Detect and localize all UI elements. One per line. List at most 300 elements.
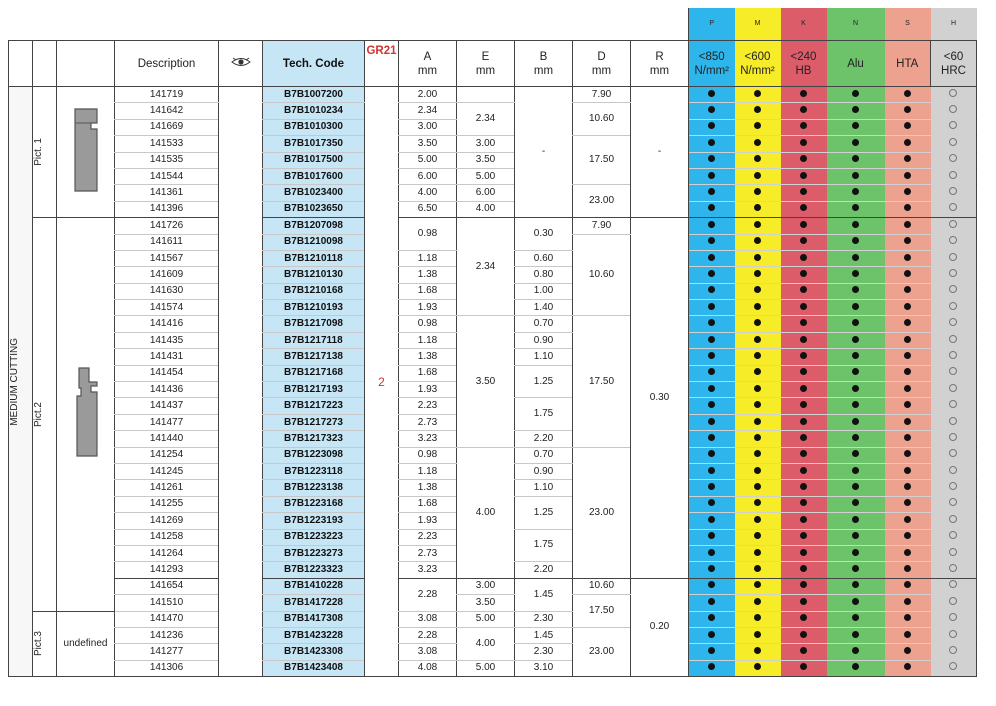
A-cell: 0.98 (399, 447, 457, 463)
material-K-cell (781, 562, 827, 578)
material-H-cell (931, 382, 977, 398)
E-cell: 4.00 (457, 447, 515, 578)
B-cell: 0.70 (515, 447, 573, 463)
material-S-cell (885, 119, 931, 135)
compat-dot-icon (852, 106, 859, 113)
tech-code-cell: B7B1217138 (263, 349, 365, 365)
material-code-row (9, 8, 977, 41)
E-cell: 6.00 (457, 185, 515, 201)
description-cell: 141642 (115, 103, 219, 119)
material-H-cell (931, 513, 977, 529)
material-S-cell (885, 545, 931, 561)
description-cell: 141269 (115, 513, 219, 529)
description-cell: 141719 (115, 87, 219, 103)
compat-ring-icon (949, 253, 957, 261)
E-cell: 5.00 (457, 168, 515, 184)
material-S-cell (885, 365, 931, 381)
tech-code-cell: B7B1217118 (263, 332, 365, 348)
D-cell: 17.50 (573, 595, 631, 628)
material-M-cell (735, 529, 781, 545)
compat-dot-icon (708, 336, 715, 343)
compat-dot-icon (754, 385, 761, 392)
material-H-cell (931, 365, 977, 381)
compat-dot-icon (904, 631, 911, 638)
material-P-cell (689, 463, 735, 479)
compat-dot-icon (754, 319, 761, 326)
material-M-cell (735, 431, 781, 447)
material-K-cell (781, 136, 827, 152)
tech-code-cell: B7B1223168 (263, 496, 365, 512)
compat-dot-icon (708, 286, 715, 293)
table-row (9, 168, 977, 184)
compat-dot-icon (904, 336, 911, 343)
D-cell: 7.90 (573, 218, 631, 234)
material-H-cell (931, 545, 977, 561)
compat-dot-icon (708, 221, 715, 228)
material-P-cell (689, 283, 735, 299)
description-cell: 141431 (115, 349, 219, 365)
E-cell: 3.50 (457, 595, 515, 611)
material-P-cell (689, 152, 735, 168)
compat-dot-icon (800, 319, 807, 326)
compat-ring-icon (949, 646, 957, 654)
material-H-cell (931, 234, 977, 250)
material-N-cell (827, 283, 885, 299)
compat-dot-icon (800, 581, 807, 588)
tech-code-cell: B7B1007200 (263, 87, 365, 103)
material-M-cell (735, 250, 781, 266)
compat-dot-icon (852, 467, 859, 474)
tech-code-cell: B7B1223193 (263, 513, 365, 529)
tech-code-cell: B7B1423408 (263, 660, 365, 676)
material-N-cell (827, 463, 885, 479)
compat-ring-icon (949, 121, 957, 129)
table-row (9, 578, 977, 594)
compat-dot-icon (708, 122, 715, 129)
material-N-cell (827, 316, 885, 332)
compat-ring-icon (949, 89, 957, 97)
compat-dot-icon (708, 401, 715, 408)
material-K-cell (781, 283, 827, 299)
A-cell: 1.18 (399, 463, 457, 479)
description-cell: 141533 (115, 136, 219, 152)
compat-dot-icon (708, 499, 715, 506)
compat-dot-icon (800, 614, 807, 621)
description-cell: 141361 (115, 185, 219, 201)
compat-dot-icon (708, 188, 715, 195)
compat-ring-icon (949, 187, 957, 195)
material-S-cell (885, 660, 931, 676)
compat-dot-icon (852, 352, 859, 359)
material-S-cell (885, 316, 931, 332)
material-S-cell (885, 218, 931, 234)
material-N-cell (827, 234, 885, 250)
compat-dot-icon (904, 319, 911, 326)
compat-dot-icon (852, 647, 859, 654)
material-H-cell (931, 431, 977, 447)
compat-ring-icon (949, 466, 957, 474)
compat-dot-icon (904, 516, 911, 523)
compat-dot-icon (708, 565, 715, 572)
compat-dot-icon (852, 499, 859, 506)
compat-dot-icon (904, 352, 911, 359)
material-H-cell (931, 267, 977, 283)
compat-ring-icon (949, 318, 957, 326)
material-N-cell (827, 300, 885, 316)
D-cell: 10.60 (573, 578, 631, 594)
material-P-cell (689, 611, 735, 627)
A-cell: 2.73 (399, 414, 457, 430)
compat-dot-icon (754, 581, 761, 588)
material-K-cell (781, 382, 827, 398)
D-cell: 23.00 (573, 627, 631, 676)
compat-dot-icon (800, 204, 807, 211)
compat-dot-icon (852, 565, 859, 572)
compat-dot-icon (708, 90, 715, 97)
compat-dot-icon (754, 368, 761, 375)
material-H-cell (931, 283, 977, 299)
material-H-cell (931, 611, 977, 627)
material-S-cell (885, 529, 931, 545)
description-cell: 141654 (115, 578, 219, 594)
picture-group-label: Pict.3 (33, 611, 57, 677)
material-K-cell (781, 152, 827, 168)
A-cell: 3.23 (399, 431, 457, 447)
description-cell: 141293 (115, 562, 219, 578)
material-K-cell (781, 545, 827, 561)
table-row (9, 103, 977, 119)
A-cell: 6.50 (399, 201, 457, 217)
compat-ring-icon (949, 630, 957, 638)
compat-dot-icon (800, 516, 807, 523)
material-S-cell (885, 300, 931, 316)
compat-dot-icon (852, 483, 859, 490)
insert-picture (57, 218, 115, 611)
material-H-cell (931, 349, 977, 365)
B-cell: 0.80 (515, 267, 573, 283)
compat-dot-icon (800, 106, 807, 113)
compat-dot-icon (852, 122, 859, 129)
compat-dot-icon (800, 483, 807, 490)
compat-dot-icon (852, 155, 859, 162)
material-S-cell (885, 611, 931, 627)
D-cell: 10.60 (573, 103, 631, 136)
material-N-cell (827, 480, 885, 496)
compat-ring-icon (949, 335, 957, 343)
compat-dot-icon (904, 549, 911, 556)
material-P-cell (689, 316, 735, 332)
compat-ring-icon (949, 302, 957, 310)
compat-dot-icon (708, 598, 715, 605)
compat-ring-icon (949, 498, 957, 506)
material-K-cell (781, 578, 827, 594)
A-cell: 3.50 (399, 136, 457, 152)
A-cell: 1.93 (399, 300, 457, 316)
material-code-P: P (689, 8, 735, 41)
compat-dot-icon (800, 434, 807, 441)
material-K-cell (781, 349, 827, 365)
compat-dot-icon (852, 286, 859, 293)
material-M-cell (735, 218, 781, 234)
material-M-cell (735, 316, 781, 332)
compat-dot-icon (800, 450, 807, 457)
A-cell: 2.23 (399, 398, 457, 414)
tech-code-cell: B7B1423308 (263, 644, 365, 660)
B-cell: 1.00 (515, 283, 573, 299)
material-P-cell (689, 496, 735, 512)
material-M-cell (735, 103, 781, 119)
A-cell: 0.98 (399, 316, 457, 332)
compat-dot-icon (904, 368, 911, 375)
compat-ring-icon (949, 400, 957, 408)
material-P-cell (689, 431, 735, 447)
material-code-K: K (781, 8, 827, 41)
compat-dot-icon (800, 122, 807, 129)
material-P-cell (689, 480, 735, 496)
material-H-cell (931, 332, 977, 348)
compat-dot-icon (708, 172, 715, 179)
A-cell: 3.00 (399, 119, 457, 135)
compat-dot-icon (754, 139, 761, 146)
table-row (9, 87, 977, 103)
tech-code-cell: B7B1010234 (263, 103, 365, 119)
material-M-cell (735, 349, 781, 365)
grade-value: 2 (365, 87, 399, 677)
compat-dot-icon (852, 270, 859, 277)
compat-ring-icon (949, 515, 957, 523)
description-cell: 141440 (115, 431, 219, 447)
compat-dot-icon (852, 254, 859, 261)
compat-dot-icon (904, 254, 911, 261)
compat-dot-icon (800, 336, 807, 343)
table-row (9, 627, 977, 643)
material-S-cell (885, 250, 931, 266)
compat-dot-icon (754, 204, 761, 211)
A-header: A mm (399, 41, 457, 87)
tech-code-cell: B7B1210098 (263, 234, 365, 250)
compat-dot-icon (754, 90, 761, 97)
B-cell: 2.20 (515, 562, 573, 578)
material-P-cell (689, 234, 735, 250)
material-S-cell (885, 431, 931, 447)
material-K-cell (781, 611, 827, 627)
description-cell: 141436 (115, 382, 219, 398)
material-K-cell (781, 627, 827, 643)
material-H-cell (931, 414, 977, 430)
compat-dot-icon (852, 221, 859, 228)
E-cell: 3.00 (457, 136, 515, 152)
material-M-cell (735, 627, 781, 643)
compat-dot-icon (708, 631, 715, 638)
B-cell: 1.45 (515, 627, 573, 643)
material-K-cell (781, 463, 827, 479)
material-N-cell (827, 496, 885, 512)
compat-ring-icon (949, 351, 957, 359)
picture-group-label: Pict.2 (33, 218, 57, 611)
material-P-cell (689, 644, 735, 660)
material-S-cell (885, 185, 931, 201)
description-cell: 141236 (115, 627, 219, 643)
tech-code-cell: B7B1223323 (263, 562, 365, 578)
compat-dot-icon (852, 204, 859, 211)
compat-dot-icon (708, 418, 715, 425)
B-cell: 1.10 (515, 349, 573, 365)
compat-dot-icon (852, 631, 859, 638)
compat-dot-icon (904, 188, 911, 195)
material-S-cell (885, 267, 931, 283)
material-M-cell (735, 332, 781, 348)
tooling-table (8, 8, 977, 677)
compat-dot-icon (852, 303, 859, 310)
material-K-cell (781, 119, 827, 135)
description-header: Description (115, 41, 219, 87)
table-row (9, 136, 977, 152)
material-M-cell (735, 660, 781, 676)
tech-code-cell: B7B1417228 (263, 595, 365, 611)
material-P-cell (689, 250, 735, 266)
material-H-cell (931, 660, 977, 676)
compat-dot-icon (754, 549, 761, 556)
compat-dot-icon (708, 303, 715, 310)
material-K-cell (781, 332, 827, 348)
material-H-cell (931, 87, 977, 103)
material-K-cell (781, 480, 827, 496)
compat-dot-icon (852, 188, 859, 195)
compat-dot-icon (754, 598, 761, 605)
compat-dot-icon (708, 106, 715, 113)
description-cell: 141306 (115, 660, 219, 676)
compat-dot-icon (904, 303, 911, 310)
compat-ring-icon (949, 285, 957, 293)
material-N-cell (827, 660, 885, 676)
A-cell: 3.08 (399, 611, 457, 627)
table-row (9, 185, 977, 201)
material-K-cell (781, 250, 827, 266)
material-K-cell (781, 398, 827, 414)
material-S-cell (885, 480, 931, 496)
material-M-cell (735, 447, 781, 463)
compat-dot-icon (852, 581, 859, 588)
compat-dot-icon (800, 221, 807, 228)
A-cell: 1.18 (399, 332, 457, 348)
material-N-cell (827, 152, 885, 168)
compat-dot-icon (852, 663, 859, 670)
A-cell: 3.08 (399, 644, 457, 660)
compat-dot-icon (904, 598, 911, 605)
material-K-cell (781, 234, 827, 250)
B-cell: 0.60 (515, 250, 573, 266)
compat-dot-icon (800, 139, 807, 146)
material-K-cell (781, 316, 827, 332)
material-N-cell (827, 382, 885, 398)
description-cell: 141609 (115, 267, 219, 283)
material-K-header: <240 HB (781, 41, 827, 87)
material-H-cell (931, 529, 977, 545)
material-S-cell (885, 168, 931, 184)
A-cell: 2.23 (399, 529, 457, 545)
compat-dot-icon (852, 139, 859, 146)
compat-dot-icon (800, 631, 807, 638)
compat-dot-icon (708, 270, 715, 277)
compat-dot-icon (754, 631, 761, 638)
compat-ring-icon (949, 154, 957, 162)
compat-dot-icon (904, 434, 911, 441)
description-cell: 141470 (115, 611, 219, 627)
D-cell: 23.00 (573, 185, 631, 218)
compat-ring-icon (949, 531, 957, 539)
compat-dot-icon (754, 418, 761, 425)
compat-dot-icon (800, 172, 807, 179)
tech-code-cell: B7B1207098 (263, 218, 365, 234)
table-row (9, 611, 977, 627)
material-K-cell (781, 218, 827, 234)
material-M-cell (735, 463, 781, 479)
tech-code-cell: B7B1417308 (263, 611, 365, 627)
material-K-cell (781, 300, 827, 316)
material-P-cell (689, 168, 735, 184)
compat-dot-icon (904, 467, 911, 474)
material-M-cell (735, 480, 781, 496)
material-K-cell (781, 529, 827, 545)
compat-dot-icon (708, 319, 715, 326)
material-H-cell (931, 578, 977, 594)
E-cell: 2.34 (457, 218, 515, 316)
picture-group-label: Pict. 1 (33, 87, 57, 218)
description-cell: 141574 (115, 300, 219, 316)
view-cell (219, 87, 263, 677)
compat-dot-icon (852, 418, 859, 425)
compat-dot-icon (904, 663, 911, 670)
compat-dot-icon (708, 434, 715, 441)
compat-dot-icon (852, 516, 859, 523)
material-K-cell (781, 414, 827, 430)
E-cell: 5.00 (457, 660, 515, 676)
material-P-cell (689, 201, 735, 217)
compat-dot-icon (708, 663, 715, 670)
compat-ring-icon (949, 138, 957, 146)
material-N-cell (827, 103, 885, 119)
material-S-header: HTA (885, 41, 931, 87)
compat-dot-icon (754, 434, 761, 441)
compat-dot-icon (800, 155, 807, 162)
material-H-cell (931, 119, 977, 135)
tech-code-cell: B7B1017500 (263, 152, 365, 168)
header-row (9, 41, 977, 87)
material-N-cell (827, 332, 885, 348)
compat-dot-icon (754, 647, 761, 654)
material-M-header: <600 N/mm² (735, 41, 781, 87)
description-cell: 141567 (115, 250, 219, 266)
material-N-cell (827, 119, 885, 135)
material-H-cell (931, 644, 977, 660)
compat-dot-icon (904, 450, 911, 457)
description-cell: 141477 (115, 414, 219, 430)
B-cell: 0.90 (515, 332, 573, 348)
compat-dot-icon (904, 647, 911, 654)
material-P-cell (689, 627, 735, 643)
material-M-cell (735, 414, 781, 430)
material-H-cell (931, 168, 977, 184)
E-cell: 4.00 (457, 627, 515, 660)
table-row (9, 152, 977, 168)
material-N-header: Alu (827, 41, 885, 87)
compat-dot-icon (754, 270, 761, 277)
description-cell: 141255 (115, 496, 219, 512)
material-M-cell (735, 136, 781, 152)
tech-code-cell: B7B1023400 (263, 185, 365, 201)
compat-dot-icon (852, 434, 859, 441)
tech-code-cell: B7B1210130 (263, 267, 365, 283)
